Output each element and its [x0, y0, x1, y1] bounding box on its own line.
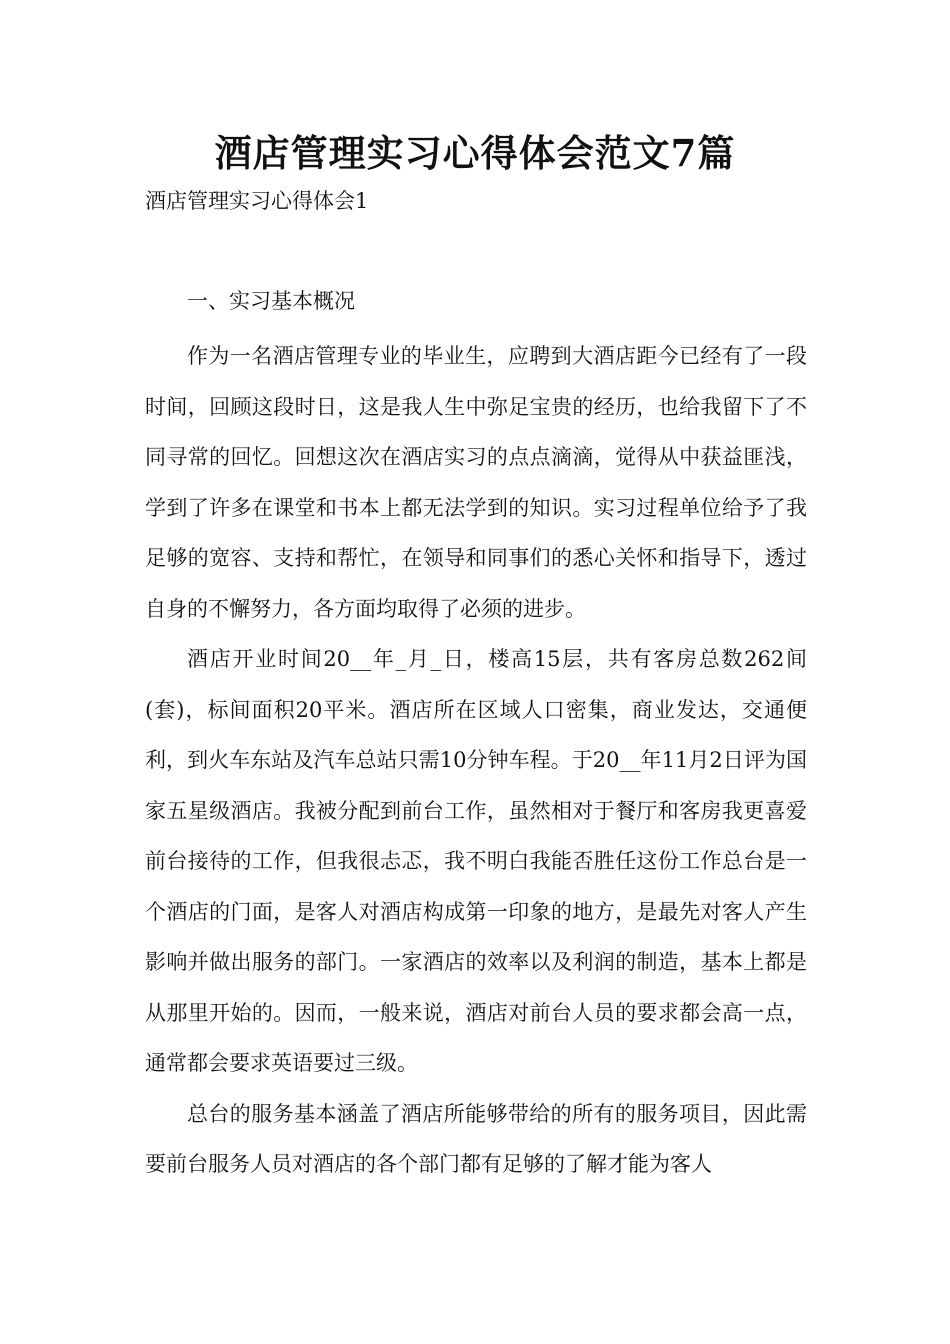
- document-body: [145, 281, 807, 1190]
- section-heading: 一、实习基本概况: [187, 289, 355, 313]
- document-title: 酒店管理实习心得体会范文7篇: [214, 131, 736, 175]
- paragraph-3: 总台的服务基本涵盖了酒店所能够带给的所有的服务项目，因此需要前台服务人员对酒店的各个部门都有足够的了解才能为客人: [145, 1101, 807, 1176]
- paragraph-1: 作为一名酒店管理专业的毕业生，应聘到大酒店距今已经有了一段时间，回顾这段时日，这是我人生中弥足宝贵的经历，也给我留下了不同寻常的回忆。回想这次在酒店实习的点点滴滴，觉得从中获益匪浅，学到了许多在课堂和书本上都无法学到的知识。实习过程单位给予了我足够的宽容、支持和帮忙，在领导和同事们的悉心关怀和指导下，透过自身的不懈努力，各方面均取得了必须的进步。: [145, 344, 807, 621]
- paragraph-2: 酒店开业时间20__年_月_日，楼高15层，共有客房总数262间(套)，标间面积20平米。酒店所在区域人口密集，商业发达，交通便利，到火车东站及汽车总站只需10分钟车程。于20__年11月2日评为国家五星级酒店。我被分配到前台工作，虽然相对于餐厅和客房我更喜爱前台接待的工作，但我很忐忑，我不明白我能否胜任这份工作总台是一个酒店的门面，是客人对酒店构成第一印象的地方，是最先对客人产生影响并做出服务的部门。一家酒店的效率以及利润的制造，基本上都是从那里开始的。因而，一般来说，酒店对前台人员的要求都会高一点，通常都会要求英语要过三级。: [145, 647, 807, 1075]
- document-subtitle: 酒店管理实习心得体会1: [145, 189, 369, 213]
